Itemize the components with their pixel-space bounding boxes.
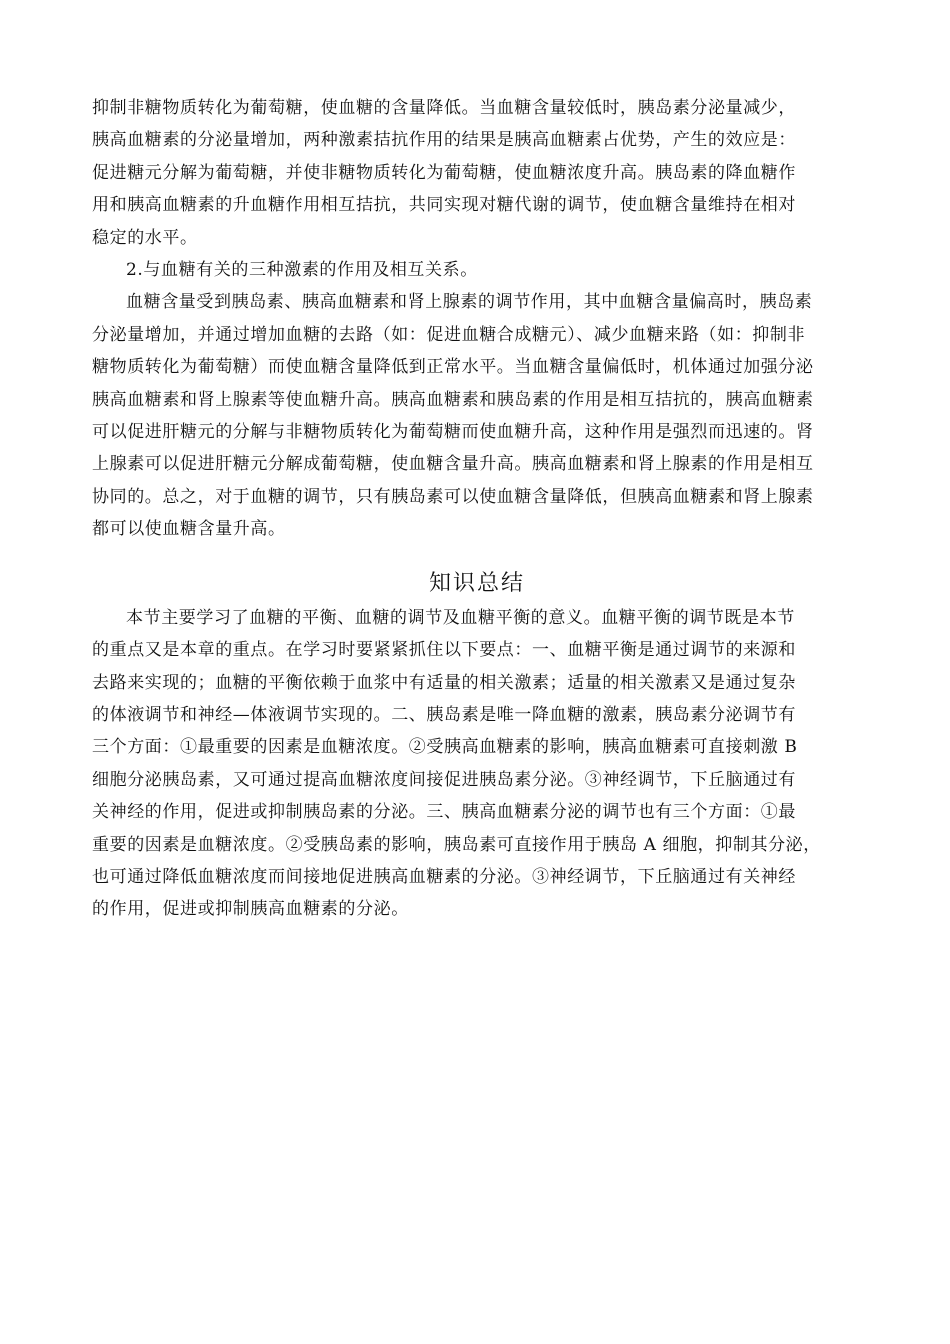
text-line: 细胞分泌胰岛素，又可通过提高血糖浓度间接促进胰岛素分泌。③神经调节，下丘脑通过有 [92, 769, 796, 790]
text-line: 可以促进肝糖元的分解与非糖物质转化为葡萄糖而使血糖升高，这种作用是强烈而迅速的。肾 [92, 422, 814, 443]
subheading: 2.与血糖有关的三种激素的作用及相互关系。 [126, 260, 478, 281]
paragraph-continued [92, 92, 862, 254]
text-line: 糖物质转化为葡萄糖）而使血糖含量降低到正常水平。当血糖含量偏低时，机体通过加强分泌 [92, 357, 814, 378]
text-line: 关神经的作用，促进或抑制胰岛素的分泌。三、胰高血糖素分泌的调节也有三个方面：①最 [92, 802, 796, 823]
text-line: 血糖含量受到胰岛素、胰高血糖素和肾上腺素的调节作用，其中血糖含量偏高时，胰岛素 [126, 292, 813, 313]
text-line: 协同的。总之，对于血糖的调节，只有胰岛素可以使血糖含量降低，但胰高血糖素和肾上腺素 [92, 486, 814, 507]
section-title: 知识总结 [428, 570, 525, 596]
text-line: 用和胰高血糖素的升血糖作用相互拮抗，共同实现对糖代谢的调节，使血糖含量维持在相对 [92, 195, 796, 216]
text-line: 三个方面：①最重要的因素是血糖浓度。②受胰高血糖素的影响，胰高血糖素可直接刺激 B [92, 737, 798, 758]
text-line: 的重点又是本章的重点。在学习时要紧紧抓住以下要点：一、血糖平衡是通过调节的来源和 [92, 640, 796, 661]
text-line: 稳定的水平。 [92, 227, 198, 248]
text-line: 胰高血糖素和肾上腺素等使血糖升高。胰高血糖素和胰岛素的作用是相互拮抗的，胰高血糖素 [92, 389, 814, 410]
text-line: 促进糖元分解为葡萄糖，并使非糖物质转化为葡萄糖，使血糖浓度升高。胰岛素的降血糖作 [92, 162, 796, 183]
text-line: 分泌量增加，并通过增加血糖的去路（如：促进血糖合成糖元）、减少血糖来路（如：抑制非 [92, 324, 806, 345]
document-page [92, 92, 862, 926]
text-line: 去路来实现的；血糖的平衡依赖于血浆中有适量的相关激素；适量的相关激素又是通过复杂 [92, 672, 796, 693]
text-line: 也可通过降低血糖浓度而间接地促进胰高血糖素的分泌。③神经调节，下丘脑通过有关神经 [92, 866, 796, 887]
paragraph-hormones [92, 286, 862, 545]
text-line: 本节主要学习了血糖的平衡、血糖的调节及血糖平衡的意义。血糖平衡的调节既是本节 [126, 607, 795, 628]
text-line: 的体液调节和神经—体液调节实现的。二、胰岛素是唯一降血糖的激素，胰岛素分泌调节有 [92, 704, 796, 725]
text-line: 的作用，促进或抑制胰高血糖素的分泌。 [92, 899, 409, 920]
paragraph-summary [92, 602, 862, 926]
text-line: 重要的因素是血糖浓度。②受胰岛素的影响，胰岛素可直接作用于胰岛 A 细胞，抑制其分泌， [92, 834, 821, 855]
text-line: 上腺素可以促进肝糖元分解成葡萄糖，使血糖含量升高。胰高血糖素和肾上腺素的作用是相互 [92, 454, 814, 475]
text-line: 都可以使血糖含量升高。 [92, 519, 286, 540]
text-line: 抑制非糖物质转化为葡萄糖，使血糖的含量降低。当血糖含量较低时，胰岛素分泌量减少， [92, 98, 796, 118]
text-line: 胰高血糖素的分泌量增加，两种激素拮抗作用的结果是胰高血糖素占优势，产生的效应是： [92, 130, 796, 151]
